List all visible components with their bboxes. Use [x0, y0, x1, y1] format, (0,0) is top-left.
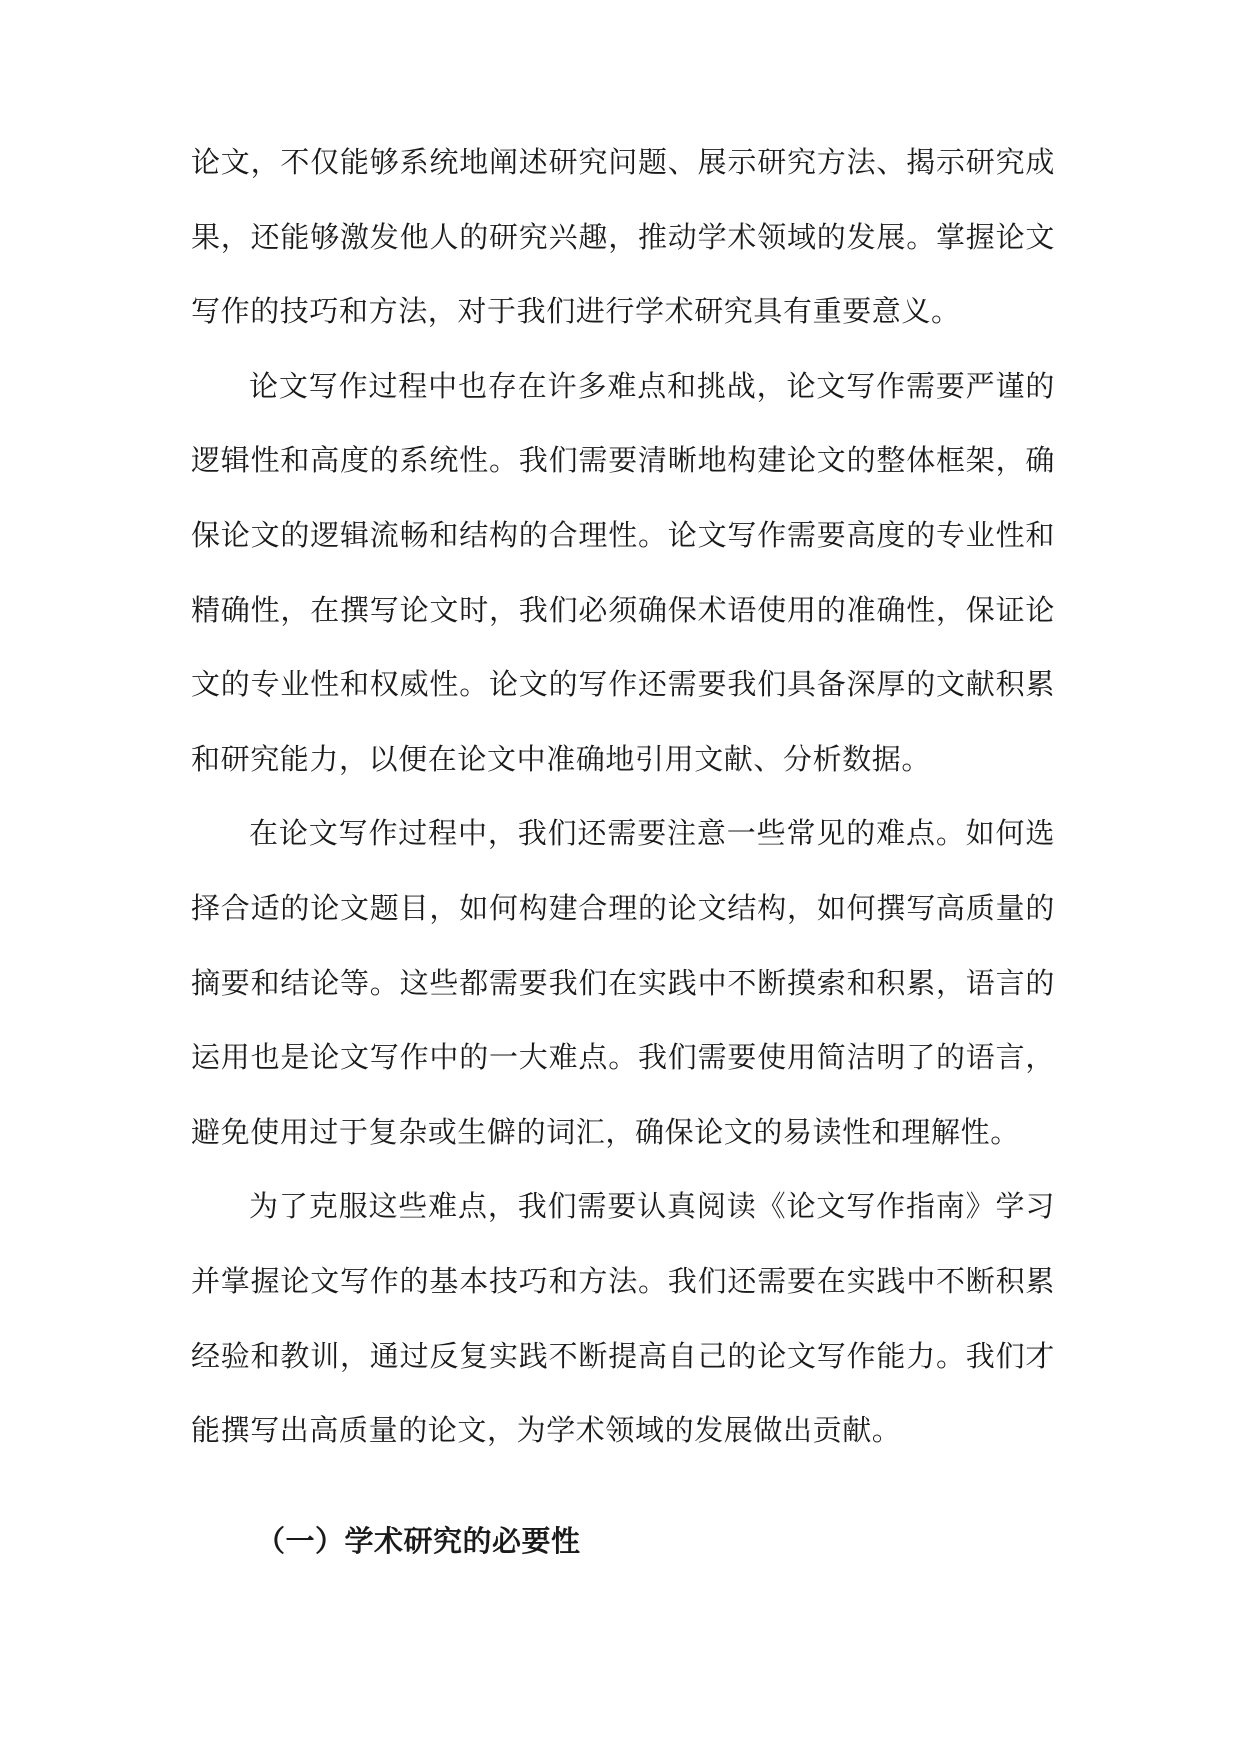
document-page: [191, 125, 1055, 1578]
body-paragraph-2: 论文写作过程中也存在许多难点和挑战，论文写作需要严谨的逻辑性和高度的系统性。我们需要清晰地构建论文的整体框架，确保论文的逻辑流畅和结构的合理性。论文写作需要高度的专业性和精确性，在撰写论文时，我们必须确保术语使用的准确性，保证论文的专业性和权威性。论文的写作还需要我们具备深厚的文献积累和研究能力，以便在论文中准确地引用文献、分析数据。: [191, 368, 1055, 776]
body-paragraph-1: 论文，不仅能够系统地阐述研究问题、展示研究方法、揭示研究成果，还能够激发他人的研究兴趣，推动学术领域的发展。掌握论文写作的技巧和方法，对于我们进行学术研究具有重要意义。: [191, 145, 1055, 329]
body-paragraph-4: 为了克服这些难点，我们需要认真阅读《论文写作指南》学习并掌握论文写作的基本技巧和方法。我们还需要在实践中不断积累经验和教训，通过反复实践不断提高自己的论文写作能力。我们才能撰写出高质量的论文，为学术领域的发展做出贡献。: [191, 1189, 1055, 1448]
section-heading: （一）学术研究的必要性: [256, 1523, 581, 1558]
body-paragraph-3: 在论文写作过程中，我们还需要注意一些常见的难点。如何选择合适的论文题目，如何构建合理的论文结构，如何撰写高质量的摘要和结论等。这些都需要我们在实践中不断摸索和积累，语言的运用也是论文写作中的一大难点。我们需要使用简洁明了的语言，避免使用过于复杂或生僻的词汇，确保论文的易读性和理解性。: [191, 816, 1055, 1149]
